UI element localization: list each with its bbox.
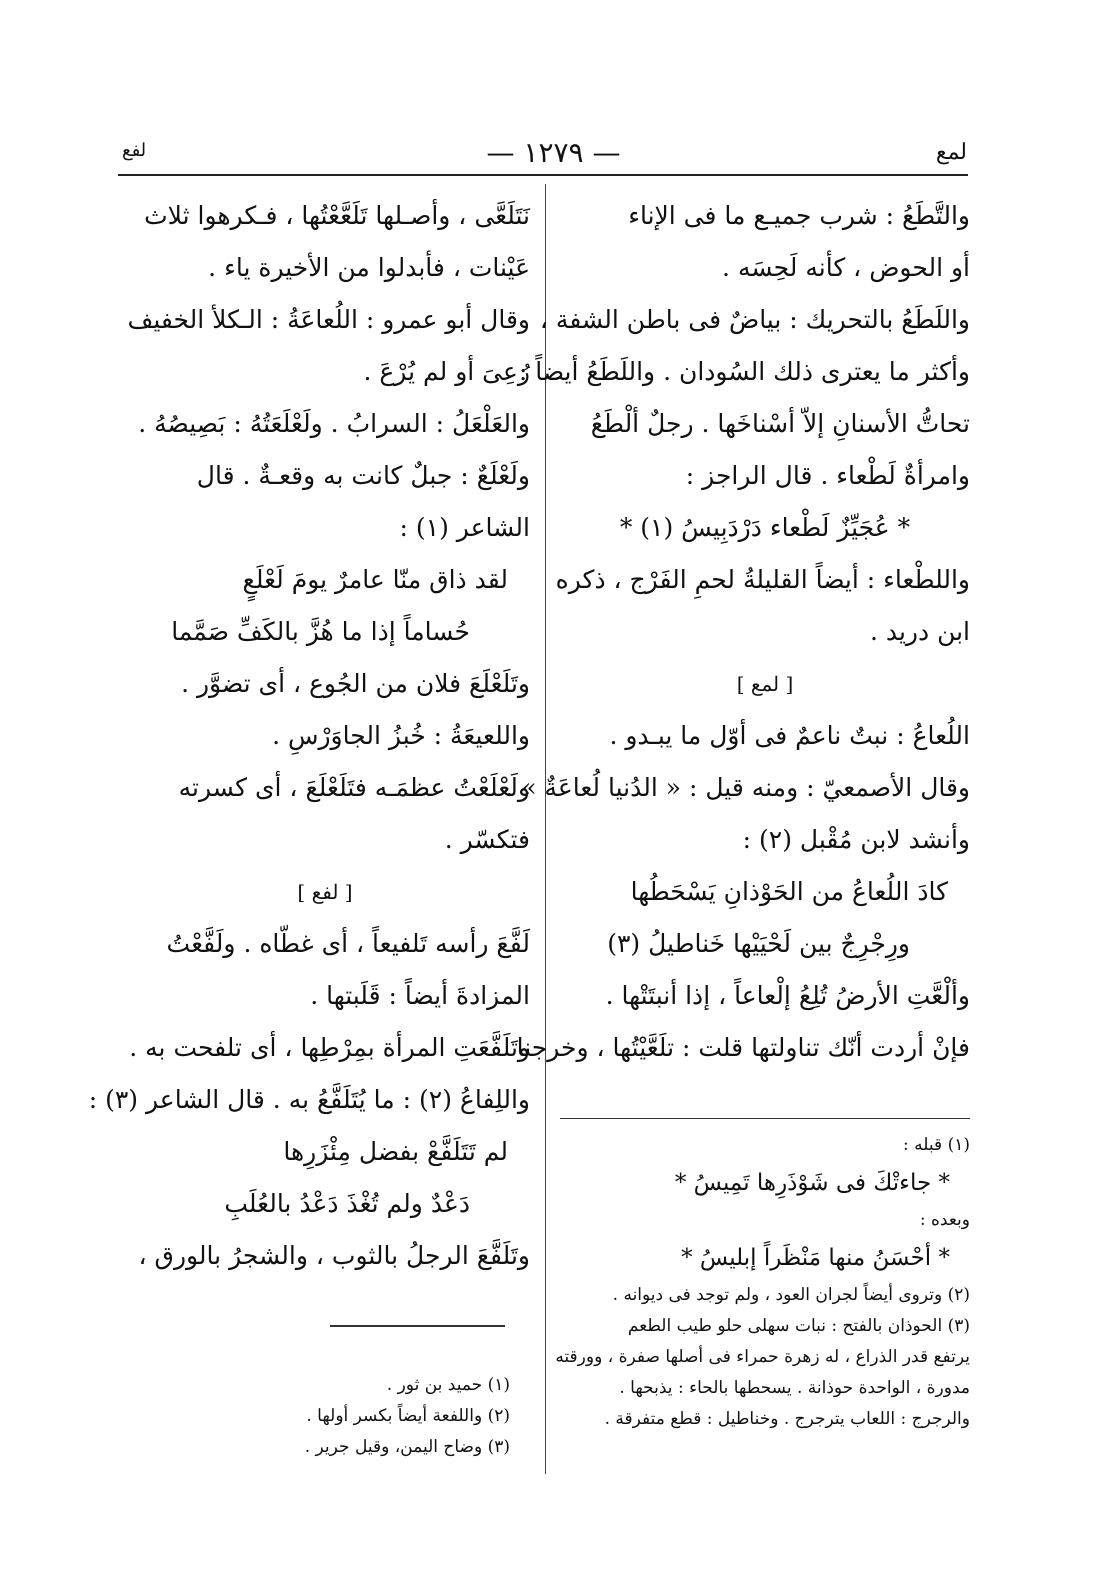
- footnote-line: والرجرج : اللعاب يترجرج . وخناطيل : قطع متفرقة .: [604, 1409, 970, 1429]
- text-line: عَيْنات ، فأبدلوا من الأخيرة ياء .: [208, 253, 530, 282]
- text-line: وامرأةٌ لَطْعاء . قال الراجز :: [685, 461, 970, 490]
- text-line: تحاتُّ الأسنانِ إلاّ أسْناخَها . رجلٌ ألْطَعُ: [590, 409, 970, 438]
- section-heading: [ لمع ]: [736, 672, 794, 696]
- footnote-line: (٢) وتروى أيضاً لجران العود ، ولم توجد فى ديوانه .: [612, 1285, 970, 1305]
- text-line: واللعيعَةُ : خُبزُ الجاوَرْسِ .: [272, 721, 530, 750]
- text-line: وقال أبو عمرو : اللُعاعَةُ : الـكلأ الخفيف: [127, 305, 530, 334]
- footnotes-right: [550, 1130, 970, 1435]
- text-line: وتَلَفَّعَتِ المرأة بمِرْطِها ، أى تلفحت به .: [129, 1033, 530, 1062]
- page-number: — ١٢٧٩ —: [486, 136, 621, 169]
- verse-line: حُساماً إذا ما هُزَّ بالكَفِّ صَمَّما: [171, 617, 470, 646]
- text-line: لَفَّعَ رأسه تَلفيعاً ، أى غطّاه . ولَفَّعْتُ: [166, 929, 530, 958]
- text-line: أو الحوض ، كأنه لَحِسَه .: [722, 253, 970, 282]
- text-line: وألْعَّتِ الأرضُ تُلِعُ إلْعاعاً ، إذا أنبتَتْها .: [605, 981, 970, 1010]
- verse-line: لقد ذاق منّا عامرٌ يومَ لَعْلَعٍ: [242, 565, 508, 594]
- verse-line: كادَ اللُعاعُ من الحَوْذانِ يَسْحَطُها: [630, 877, 948, 906]
- text-line: وتَلَفَّعَ الرجلُ بالثوب ، والشجرُ بالورق ،: [138, 1241, 530, 1270]
- footnote-verse: * جاءتْكَ فى شَوْذَرِها تَمِيسُ *: [674, 1170, 950, 1196]
- verse-line: * عُجَيِّزٌ لَطْعاء دَرْدَبِيسُ (١) *: [619, 513, 911, 542]
- text-line: ابن دريد .: [869, 617, 970, 646]
- footnote-line: يرتفع قدر الذراع ، له زهرة حمراء فى أصلها صفرة ، وورقته: [555, 1347, 970, 1367]
- text-line: واللَطَعُ بالتحريك : بياضٌ فى باطن الشفة ،: [539, 305, 970, 334]
- header-rule: [118, 174, 968, 176]
- text-line: فتكسّر .: [444, 825, 530, 854]
- text-line: ولَعْلَعْتُ عظمَـه فتَلَعْلَعَ ، أى كسرته: [178, 773, 530, 802]
- footnote-rule-right: [560, 1118, 970, 1119]
- text-line: واللطْعاء : أيضاً القليلةُ لحمِ الفَرْج ، ذكره: [555, 565, 970, 594]
- text-line: المزادةَ أيضاً : قَلَبتها .: [310, 981, 530, 1010]
- footnote-line: (١) حميد بن ثور .: [386, 1375, 510, 1395]
- text-line: والعَلْعَلُ : السرابُ . ولَعْلَعَتُهُ : بَصِيصُهُ .: [138, 409, 530, 438]
- verse-line: دَعْدٌ ولم تُغْذَ دَعْدُ بالعُلَبِ: [224, 1189, 470, 1218]
- footnote-line: (٣) وضاح اليمن، وقيل جرير .: [304, 1437, 510, 1457]
- footnote-line: (٣) الحوذان بالفتح : نبات سهلى حلو طيب الطعم: [627, 1316, 970, 1336]
- text-line: فإنْ أردت أنّك تناولتها قلت : تلَعَّيْتُها ، وخرجنا: [516, 1033, 970, 1062]
- text-line: واللِفاعُ (٢) : ما يُتَلَفَّعُ به . قال الشاعر (٣) :: [88, 1085, 530, 1114]
- verse-line: ورِجْرِجٌ بين لَحْيَيْها خَناطيلُ (٣): [607, 929, 910, 958]
- text-line: ولَعْلَعٌ : جبلٌ كانت به وقعـةٌ . قال: [196, 461, 530, 490]
- footnotes-left: [250, 1370, 510, 1463]
- text-line: نَتَلَعَّى ، وأصـلها تَلَعَّعْتُها ، فـكرهوا ثلاث: [144, 201, 530, 230]
- footnote-rule-left: [330, 1325, 505, 1327]
- text-line: وأنشد لابن مُقْبل (٢) :: [742, 825, 970, 854]
- footnote-line: (٢) واللفعة أيضاً بكسر أولها .: [306, 1406, 510, 1426]
- footnote-verse: * أحْسَنُ منها مَنْظَراً إبليسُ *: [681, 1245, 950, 1271]
- text-line: اللُعاعُ : نبتٌ ناعمٌ فى أوّل ما يبـدو .: [609, 721, 970, 750]
- left-column: [88, 190, 530, 1282]
- text-line: رُعِىَ أو لم يُرْعَ .: [363, 357, 530, 386]
- footnote-line: مدورة ، الواحدة حوذانة . يسحطها بالحاء : يذبحها .: [619, 1378, 970, 1398]
- text-line: وأكثر ما يعترى ذلك السُودان . واللَطَعُ أيضاً :: [518, 357, 970, 386]
- text-line: الشاعر (١) :: [399, 513, 530, 542]
- footnote-line: وبعده :: [919, 1210, 970, 1230]
- right-column: [505, 190, 970, 1074]
- text-line: وتَلَعْلَعَ فلان من الجُوع ، أى تضوَّر .: [181, 669, 530, 698]
- running-head-right: لمع: [935, 140, 967, 165]
- text-line: وقال الأصمعيّ : ومنه قيل : « الدُنيا لُعاعَةٌ » .: [505, 773, 970, 802]
- verse-line: لم تَتَلَفَّعْ بفضل مِئْزَرِها: [283, 1137, 508, 1166]
- text-line: والتَّطَعُ : شرب جميـع ما فى الإناء: [628, 201, 970, 230]
- footnote-line: (١) قبله :: [903, 1135, 970, 1155]
- section-heading: [ لفع ]: [297, 880, 353, 904]
- running-head-left: لفع: [122, 140, 147, 161]
